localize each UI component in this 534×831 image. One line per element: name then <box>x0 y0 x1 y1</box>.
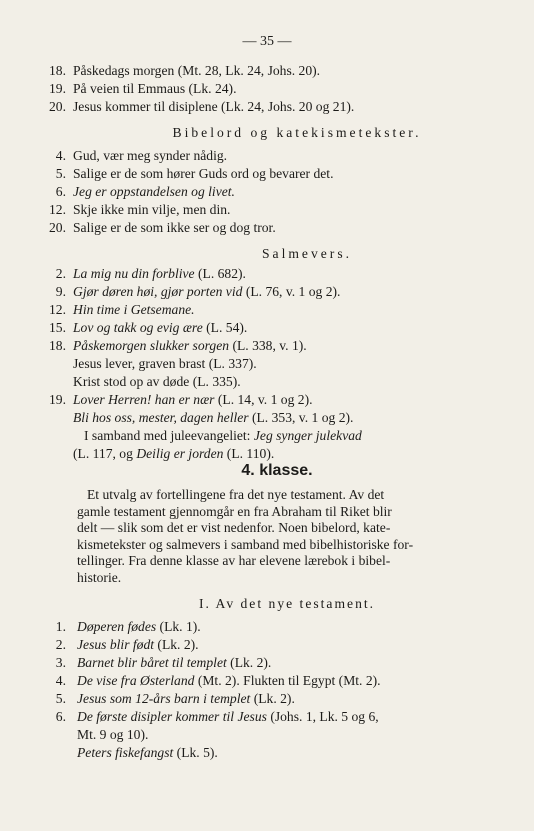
list-item-text: På veien til Emmaus (Lk. 24). <box>73 81 237 96</box>
list-item-number: 6. <box>55 184 66 199</box>
list-item-number: 5. <box>55 691 66 706</box>
list-item-text: Bli hos oss, mester, dagen heller (L. 353, v. 1 og 2). <box>73 410 354 425</box>
section-heading-nt: I. Av det nye testament. <box>198 596 376 611</box>
list-item-number: 9. <box>55 284 66 299</box>
list-item-text: Påskedags morgen (Mt. 28, Lk. 24, Johs. 20). <box>73 63 321 78</box>
paragraph-line: delt — slik som det er vist nedenfor. Noen bibelord, kate- <box>77 520 391 535</box>
list-item-text: La mig nu din forblive (L. 682). <box>73 266 246 281</box>
list-item-text: Salige er de som ikke ser og dog tror. <box>73 220 276 235</box>
paragraph-line: historie. <box>77 569 122 585</box>
list-item-number: 3. <box>55 655 66 670</box>
list-item-text: Hin time i Getsemane. <box>73 302 195 317</box>
list-item-text: Jesus lever, graven brast (L. 337). <box>73 356 257 371</box>
list-item-text: Lover Herren! han er nær (L. 14, v. 1 og 2). <box>73 392 313 407</box>
list-item-text: I samband med juleevangeliet: Jeg synger julekvad <box>84 428 362 443</box>
list-item-text: Jeg er oppstandelsen og livet. <box>73 184 235 199</box>
list-item-number: 6. <box>55 709 66 724</box>
list-item-text: Gjør døren høi, gjør porten vid (L. 76, v. 1 og 2). <box>73 284 341 299</box>
list-item-text: Mt. 9 og 10). <box>77 727 149 742</box>
list-item-text: Døperen fødes (Lk. 1). <box>77 619 201 634</box>
class-description <box>77 487 457 586</box>
list-item-text: Barnet blir båret til templet (Lk. 2). <box>77 655 272 670</box>
list-item-text: Gud, vær meg synder nådig. <box>73 148 228 163</box>
page-number: — 35 — <box>242 34 292 49</box>
list-item-number: 4. <box>55 673 66 688</box>
list-item-number: 20. <box>49 220 66 235</box>
list-item-text: Jesus kommer til disiplene (Lk. 24, Johs. 20 og 21). <box>73 99 355 114</box>
list-item-number: 1. <box>55 619 66 634</box>
paragraph-line: Et utvalg av fortellingene fra det nye testament. Av det <box>87 487 385 502</box>
list-item-text: De første disipler kommer til Jesus (Johs. 1, Lk. 5 og 6, <box>77 709 379 724</box>
list-item-text: Skje ikke min vilje, men din. <box>73 202 231 217</box>
list-item-number: 2. <box>55 637 66 652</box>
section-heading-salmevers: Salmevers. <box>261 246 353 261</box>
list-item-number: 5. <box>55 166 66 181</box>
list-item-number: 12. <box>49 302 66 317</box>
list-item-number: 18. <box>49 63 66 78</box>
list-item-text: Jesus blir født (Lk. 2). <box>77 637 199 652</box>
list-item-text: De vise fra Østerland (Mt. 2). Flukten til Egypt (Mt. 2). <box>77 673 381 688</box>
list-item-text: Påskemorgen slukker sorgen (L. 338, v. 1). <box>73 338 307 353</box>
list-item-number: 2. <box>55 266 66 281</box>
list-item-number: 12. <box>49 202 66 217</box>
paragraph-line: kismetekster og salmevers i samband med bibelhistoriske for- <box>77 536 414 552</box>
paragraph-line: tellinger. Fra denne klasse av har elevene lærebok i bibel- <box>77 553 391 568</box>
paragraph-line: gamle testament gjennomgår en fra Abraham til Riket blir <box>77 503 392 519</box>
list-item-number: 4. <box>55 148 66 163</box>
list-item-text: Peters fiskefangst (Lk. 5). <box>77 745 218 760</box>
class-heading: 4. klasse. <box>241 462 313 479</box>
list-item-text: Lov og takk og evig ære (L. 54). <box>73 320 248 335</box>
list-item-number: 15. <box>49 320 66 335</box>
list-item-number: 19. <box>49 81 66 96</box>
list-item-text: Krist stod op av døde (L. 335). <box>73 374 241 389</box>
list-item-number: 18. <box>49 338 66 353</box>
list-item-text: Salige er de som hører Guds ord og bevarer det. <box>73 166 334 181</box>
list-item-number: 20. <box>49 99 66 114</box>
list-item-text: Jesus som 12-års barn i templet (Lk. 2). <box>77 691 295 706</box>
list-item-text: (L. 117, og Deilig er jorden (L. 110). <box>73 446 275 461</box>
list-item-number: 19. <box>49 392 66 407</box>
section-heading-bibelord: Bibelord og katekismetekster. <box>172 125 422 140</box>
